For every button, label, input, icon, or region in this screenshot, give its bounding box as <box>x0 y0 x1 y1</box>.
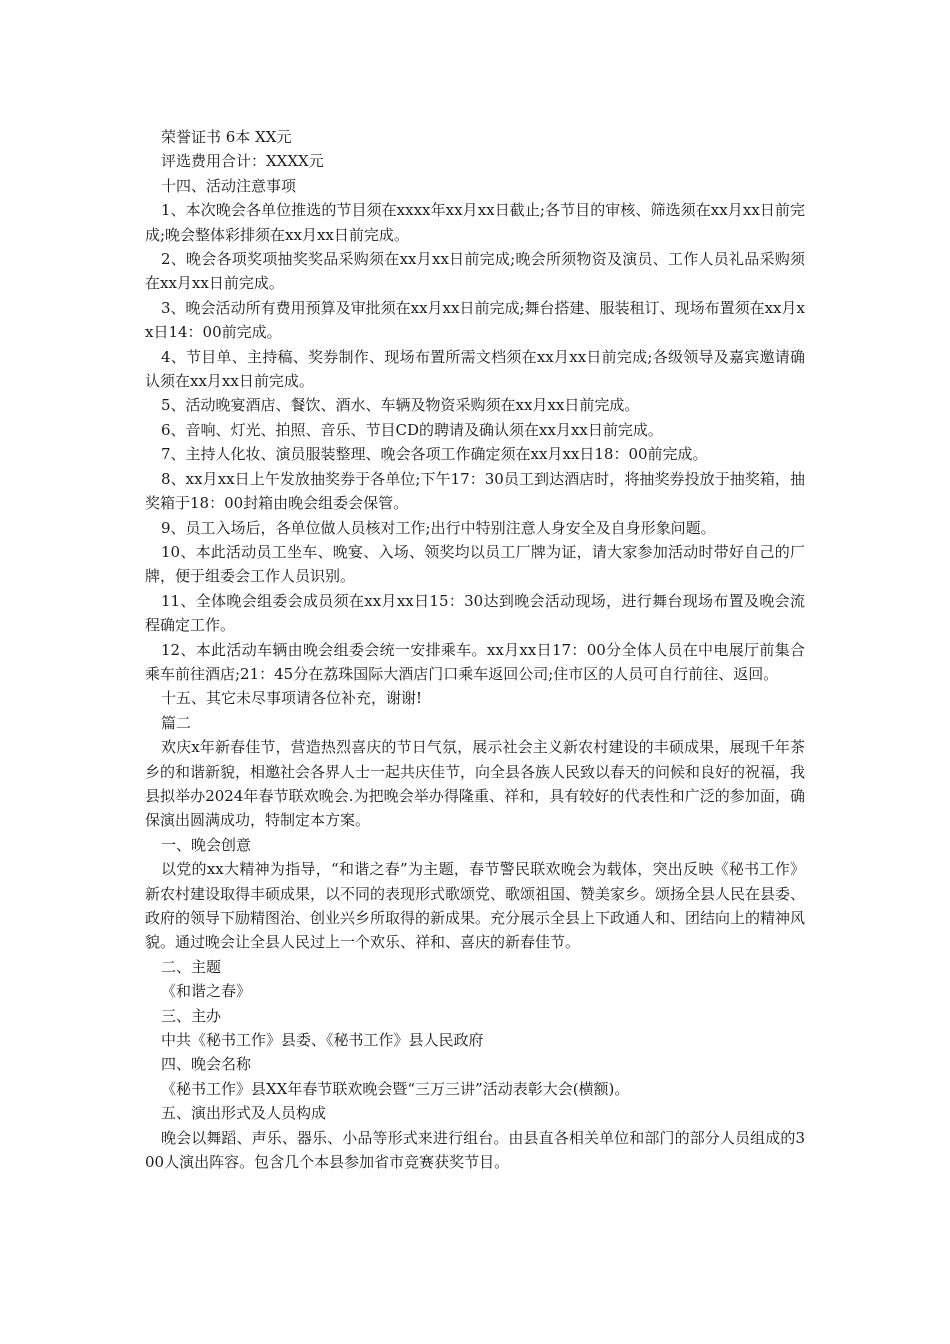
section-heading: 三、主办 <box>161 1006 222 1025</box>
section-heading: 五、演出形式及人员构成 <box>161 1104 327 1123</box>
list-item: 2、晚会各项奖项抽奖奖品采购须在xx月xx日前完成;晚会所须物资及演员、工作人员礼品采购须在xx月xx日前完成。 <box>145 250 805 293</box>
list-item: 4、节目单、主持稿、奖券制作、现场布置所需文档须在xx月xx日前完成;各级领导及嘉宾邀请确认须在xx月xx日前完成。 <box>145 347 805 391</box>
paragraph: 欢庆x年新春佳节，营造热烈喜庆的节日气氛，展示社会主义新农村建设的丰硕成果，展现千年茶乡的和谐新貌，相邀社会各界人士一起共庆佳节，向全县各族人民致以春天的问候和良好的祝福，我县拟举办2024年春节联欢晚会.为把晚会举办得隆重、祥和，具有较好的代表性和广泛的参加面，确保演出圆满成功，特制定本方案。 <box>145 738 806 830</box>
section-heading: 十四、活动注意事项 <box>161 176 297 195</box>
section-heading: 二、主题 <box>161 957 222 976</box>
list-item: 6、音响、灯光、拍照、音乐、节目CD的聘请及确认须在xx月xx日前完成。 <box>161 420 663 439</box>
list-item: 7、主持人化妆、演员服装整理、晚会各项工作确定须在xx月xx日18：00前完成。 <box>161 445 708 464</box>
paragraph: 中共《秘书工作》县委、《秘书工作》县人民政府 <box>161 1031 484 1050</box>
section-heading: 十五、其它未尽事项请各位补充，谢谢! <box>161 689 423 708</box>
list-item: 9、员工入场后，各单位做人员核对工作;出行中特别注意人身安全及自身形象问题。 <box>161 518 716 537</box>
paragraph: 评选费用合计：XXXX元 <box>161 152 324 171</box>
paragraph: 以党的xx大精神为指导，“和谐之春”为主题，春节警民联欢晚会为载体，突出反映《秘书工作》新农村建设取得丰硕成果，以不同的表现形式歌颂党、歌颂祖国、赞美家乡。颂扬全县人民在县委、政府的领导下励精图治、创业兴乡所取得的新成果。充分展示全县上下政通人和、团结向上的精神风貌。通过晚会让全县人民过上一个欢乐、祥和、喜庆的新春佳节。 <box>145 860 806 952</box>
paragraph: 晚会以舞蹈、声乐、器乐、小品等形式来进行组台。由县直各相关单位和部门的部分人员组成的300人演出阵容。包含几个本县参加省市竞赛获奖节目。 <box>145 1128 805 1172</box>
list-item: 5、活动晚宴酒店、餐饮、酒水、车辆及物资采购须在xx月xx日前完成。 <box>161 396 640 415</box>
list-item: 8、xx月xx日上午发放抽奖券于各单位;下午17：30员工到达酒店时，将抽奖券投放于抽奖箱，抽奖箱于18：00封箱由晚会组委会保管。 <box>145 469 805 513</box>
list-item: 1、本次晚会各单位推选的节目须在xxxx年xx月xx日截止;各节目的审核、筛选须在xx月xx日前完成;晚会整体彩排须在xx月xx日前完成。 <box>145 201 805 244</box>
document-body <box>145 125 805 1174</box>
list-item: 11、全体晚会组委会成员须在xx月xx日15：30达到晚会活动现场，进行舞台现场布置及晚会流程确定工作。 <box>145 591 805 635</box>
list-item: 12、本此活动车辆由晚会组委会统一安排乘车。xx月xx日17：00分全体人员在中电展厅前集合乘车前往酒店;21：45分在荔珠国际大酒店门口乘车返回公司;住市区的人员可自行前往、返回。 <box>145 640 805 683</box>
paragraph: 《秘书工作》县XX年春节联欢晚会暨“三万三讲”活动表彰大会(横额)。 <box>161 1079 630 1098</box>
part-heading: 篇二 <box>161 713 192 732</box>
list-item: 10、本此活动员工坐车、晚宴、入场、领奖均以员工厂牌为证，请大家参加活动时带好自己的厂牌，便于组委会工作人员识别。 <box>145 542 805 586</box>
paragraph: 《和谐之春》 <box>161 982 252 1001</box>
list-item: 3、晚会活动所有费用预算及审批须在xx月xx日前完成;舞台搭建、服装租订、现场布置须在xx月xx日14：00前完成。 <box>145 298 805 342</box>
section-heading: 一、晚会创意 <box>161 835 252 854</box>
section-heading: 四、晚会名称 <box>161 1055 252 1074</box>
paragraph: 荣誉证书 6本 XX元 <box>161 128 292 146</box>
